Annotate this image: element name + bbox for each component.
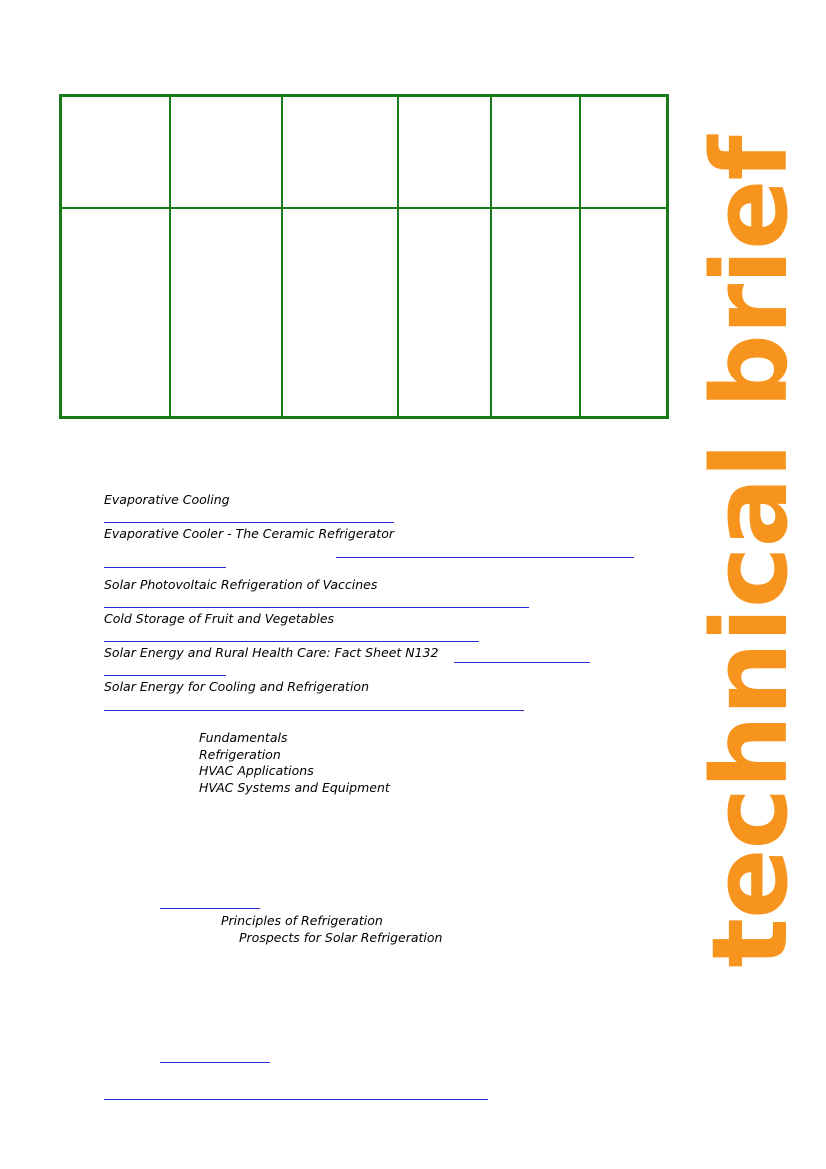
- table-cell: [399, 209, 492, 416]
- list-item[interactable]: [104, 579, 377, 592]
- vertical-title-text: technical brief: [689, 136, 811, 968]
- table-row: [62, 97, 666, 207]
- sub-list-2: [221, 913, 442, 946]
- list-item[interactable]: [104, 494, 230, 507]
- entry-title[interactable]: Solar Energy and Rural Health Care: Fact Sheet N132: [104, 645, 439, 660]
- link-rule: [104, 675, 226, 676]
- list-item[interactable]: [104, 681, 369, 694]
- table-cell: [492, 209, 581, 416]
- list-item[interactable]: [104, 613, 334, 626]
- table-cell: [62, 209, 171, 416]
- vertical-title: [670, 0, 826, 1060]
- entry-title[interactable]: Evaporative Cooling: [104, 492, 230, 507]
- table-row: [62, 207, 666, 416]
- entry-title[interactable]: Evaporative Cooler - The Ceramic Refrigerator: [104, 526, 394, 541]
- sub-list-item[interactable]: Refrigeration: [199, 746, 281, 762]
- link-rule: [104, 1099, 488, 1100]
- list-item[interactable]: [104, 528, 394, 541]
- sub-list-item[interactable]: HVAC Applications: [199, 763, 314, 778]
- link-rule: [160, 908, 260, 909]
- table-cell: [581, 97, 666, 207]
- table-cell: [399, 97, 492, 207]
- link-rule: [104, 607, 529, 608]
- link-rule: [336, 557, 634, 558]
- layout-table: [59, 94, 669, 419]
- link-rule: [104, 567, 226, 568]
- table-cell: [283, 209, 399, 416]
- table-cell: [581, 209, 666, 416]
- sub-list-item[interactable]: Fundamentals: [199, 730, 288, 745]
- table-cell: [492, 97, 581, 207]
- sub-list-item[interactable]: HVAC Systems and Equipment: [199, 779, 390, 795]
- sub-list-item[interactable]: Prospects for Solar Refrigeration: [239, 929, 443, 945]
- table-cell: [62, 97, 171, 207]
- link-rule: [104, 641, 479, 642]
- link-rule: [104, 710, 524, 711]
- list-item[interactable]: [104, 647, 438, 660]
- table-cell: [171, 209, 283, 416]
- table-cell: [283, 97, 399, 207]
- sub-list-item[interactable]: Principles of Refrigeration: [221, 913, 383, 928]
- entry-title[interactable]: Solar Energy for Cooling and Refrigeration: [104, 679, 369, 694]
- link-rule: [104, 522, 394, 523]
- sub-list: [199, 730, 390, 796]
- link-rule: [454, 662, 590, 663]
- link-rule: [160, 1062, 270, 1063]
- entry-title[interactable]: Solar Photovoltaic Refrigeration of Vaccines: [104, 577, 378, 592]
- entry-title[interactable]: Cold Storage of Fruit and Vegetables: [104, 611, 335, 626]
- table-cell: [171, 97, 283, 207]
